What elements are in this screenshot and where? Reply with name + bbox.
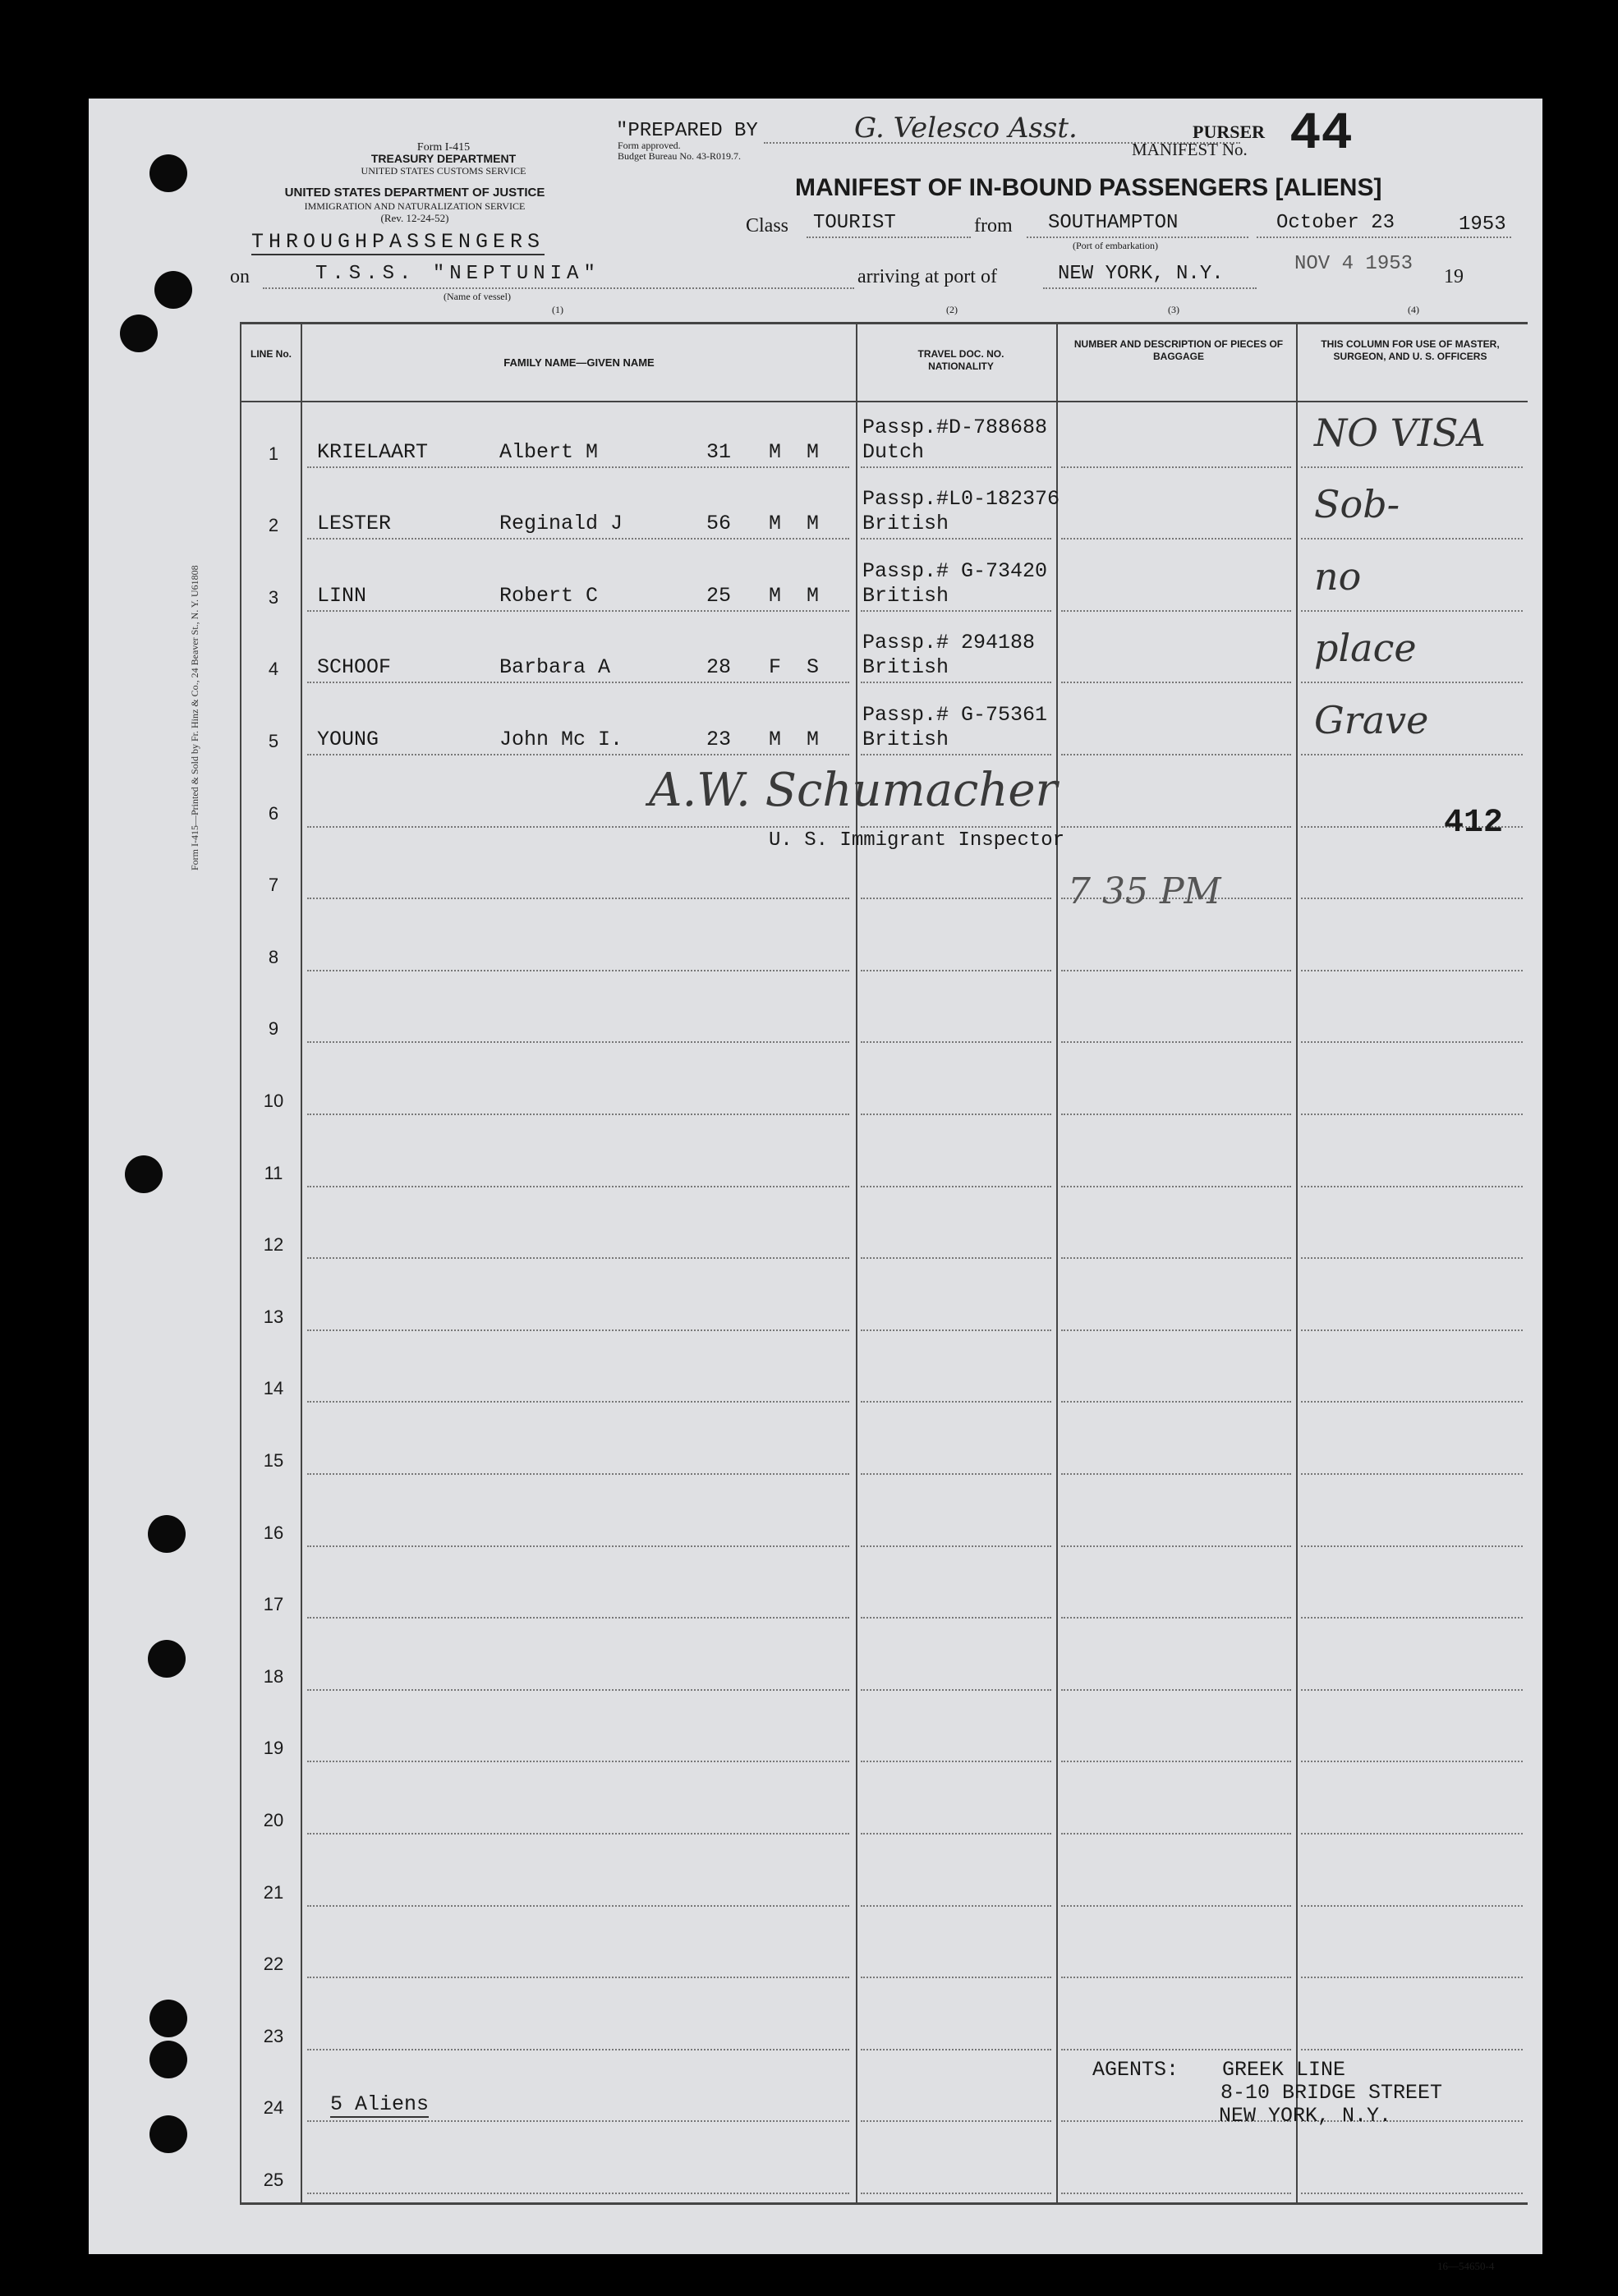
purser-label: PURSER xyxy=(1193,122,1266,142)
row-guide-line xyxy=(861,682,1051,683)
row-guide-line xyxy=(307,1401,849,1403)
given-name: John Mc I. xyxy=(499,728,623,751)
nationality: British xyxy=(862,728,949,751)
row-guide-line xyxy=(861,1977,1051,1978)
row-guide-line xyxy=(861,610,1051,612)
row-guide-line xyxy=(307,466,849,468)
marital-status: S xyxy=(807,655,820,680)
marital-status: M xyxy=(807,583,820,608)
row-guide-line xyxy=(1301,1041,1523,1043)
family-name: SCHOOF xyxy=(317,655,392,680)
row-guide-line xyxy=(861,1257,1051,1259)
punch-hole xyxy=(125,1155,163,1193)
line-number: 8 xyxy=(268,946,279,967)
row-guide-line xyxy=(1301,2049,1523,2050)
manifest-number: 44 xyxy=(1289,105,1353,164)
vessel-caption: (Name of vessel) xyxy=(444,291,511,302)
line-number: 16 xyxy=(263,1522,284,1543)
form-approved: Form approved. xyxy=(618,140,681,151)
row-guide-line xyxy=(861,1689,1051,1691)
row-guide-line xyxy=(307,1617,849,1619)
line-number: 11 xyxy=(264,1162,283,1183)
punch-hole xyxy=(149,2115,187,2153)
row-guide-line xyxy=(1301,466,1523,468)
row-guide-line xyxy=(1061,2193,1291,2194)
row-guide-line xyxy=(861,1114,1051,1115)
age: 23 xyxy=(706,728,732,751)
row-guide-line xyxy=(1301,754,1523,755)
line-number: 21 xyxy=(263,1881,284,1903)
class-value: TOURIST xyxy=(813,212,896,234)
vessel-name: T.S.S. "NEPTUNIA" xyxy=(315,263,600,285)
row-guide-line xyxy=(307,2193,849,2194)
agents-line3: NEW YORK, N.Y. xyxy=(1219,2104,1392,2128)
row-guide-line xyxy=(861,1761,1051,1762)
row-guide-line xyxy=(307,754,849,755)
justice-label: UNITED STATES DEPARTMENT OF JUSTICE xyxy=(284,186,545,200)
inspector-title: U. S. Immigrant Inspector xyxy=(769,829,1065,852)
table-left-border xyxy=(240,322,241,2204)
row-guide-line xyxy=(307,1329,849,1331)
row-guide-line xyxy=(1301,1186,1523,1187)
row-guide-line xyxy=(861,2049,1051,2050)
side-printer-text: Form I-415—Printed & Sold by Fr. Hinz & Co., 24 Beaver St., N. Y. U61808 xyxy=(189,565,200,870)
table-header-bottom xyxy=(240,401,1528,402)
agents-line1: GREEK LINE xyxy=(1222,2058,1346,2082)
on-label: on xyxy=(230,266,250,287)
row-guide-line xyxy=(1061,682,1291,683)
line-number: 22 xyxy=(263,1954,284,1975)
sex: M xyxy=(769,583,782,608)
manifest-no-label: MANIFEST No. xyxy=(1132,140,1248,159)
arriving-label: arriving at port of xyxy=(857,266,997,287)
row-guide-line xyxy=(861,1186,1051,1187)
officer-note: no xyxy=(1314,553,1362,599)
budget-bureau: Budget Bureau No. 43-R019.7. xyxy=(618,150,741,162)
marital-status: M xyxy=(807,512,820,536)
form-number: Form I-415 xyxy=(416,141,471,154)
inspector-signature: A.W. Schumacher xyxy=(649,764,1058,817)
line-number: 19 xyxy=(263,1738,284,1759)
row-guide-line xyxy=(861,2120,1051,2122)
row-guide-line xyxy=(307,1041,849,1043)
row-guide-line xyxy=(1301,1905,1523,1907)
line-number: 14 xyxy=(263,1378,284,1399)
line-number: 3 xyxy=(268,586,279,608)
row-guide-line xyxy=(1301,1114,1523,1115)
row-guide-line xyxy=(1301,1473,1523,1475)
row-guide-line xyxy=(861,1833,1051,1835)
from-value: SOUTHAMPTON xyxy=(1048,212,1179,234)
row-guide-line xyxy=(1061,1401,1291,1403)
marital-status: M xyxy=(807,439,820,464)
agents-label: AGENTS: xyxy=(1092,2058,1179,2082)
nationality: Dutch xyxy=(862,439,925,464)
row-guide-line xyxy=(307,1833,849,1835)
age: 56 xyxy=(706,512,732,536)
header-travel-doc: TRAVEL DOC. NO. NATIONALITY xyxy=(917,348,1004,372)
row-guide-line xyxy=(307,1257,849,1259)
col-marker-1: (1) xyxy=(552,304,563,315)
row-guide-line xyxy=(1301,682,1523,683)
row-guide-line xyxy=(307,1114,849,1115)
header-line-no: LINE No. xyxy=(251,348,292,360)
from-line xyxy=(1027,236,1248,238)
row-guide-line xyxy=(1301,610,1523,612)
row-guide-line xyxy=(861,1617,1051,1619)
row-guide-line xyxy=(1061,1977,1291,1978)
sex: F xyxy=(769,655,782,680)
class-label: Class xyxy=(746,215,789,236)
punch-hole xyxy=(120,315,158,352)
line-number: 23 xyxy=(263,2025,284,2046)
port-embark-caption: (Port of embarkation) xyxy=(1073,240,1158,251)
line-number: 20 xyxy=(263,1810,284,1830)
line-number: 17 xyxy=(263,1594,284,1615)
row-guide-line xyxy=(1061,1617,1291,1619)
customs-label: UNITED STATES CUSTOMS SERVICE xyxy=(361,165,526,177)
inspection-time: 7 35 PM xyxy=(1068,870,1221,912)
line-number: 18 xyxy=(263,1665,284,1687)
row-guide-line xyxy=(861,1329,1051,1331)
col-divider-doc xyxy=(1056,322,1058,2204)
row-guide-line xyxy=(861,1545,1051,1547)
ins-label: IMMIGRATION AND NATURALIZATION SERVICE xyxy=(304,200,526,212)
line-number: 12 xyxy=(263,1234,284,1256)
row-guide-line xyxy=(1301,1401,1523,1403)
col-divider-baggage xyxy=(1296,322,1298,2204)
date-line xyxy=(1257,236,1511,238)
age: 28 xyxy=(706,655,732,680)
nationality: British xyxy=(862,583,949,608)
row-guide-line xyxy=(1301,898,1523,899)
row-guide-line xyxy=(1301,1977,1523,1978)
row-guide-line xyxy=(307,826,849,828)
row-guide-line xyxy=(1061,1257,1291,1259)
vessel-line xyxy=(263,287,854,289)
class-line xyxy=(807,236,971,238)
officer-note: Sob- xyxy=(1314,482,1400,527)
age: 31 xyxy=(706,439,732,464)
col-marker-3: (3) xyxy=(1168,304,1179,315)
row-guide-line xyxy=(1061,826,1291,828)
family-name: LINN xyxy=(317,583,367,608)
punch-hole xyxy=(148,1515,186,1553)
arriving-line xyxy=(1043,287,1257,289)
arrival-year-suffix: 19 xyxy=(1444,266,1464,287)
header-family-name: FAMILY NAME—GIVEN NAME xyxy=(503,356,655,369)
row-guide-line xyxy=(1301,1329,1523,1331)
travel-doc-number: Passp.# G-75361 xyxy=(862,703,1048,727)
punch-hole xyxy=(154,271,192,309)
col-divider-name xyxy=(856,322,857,2204)
row-guide-line xyxy=(861,754,1051,755)
punch-hole xyxy=(149,154,187,192)
prepared-by-label: "PREPARED BY xyxy=(616,120,758,142)
row-guide-line xyxy=(861,898,1051,899)
row-guide-line xyxy=(307,1545,849,1547)
row-guide-line xyxy=(1061,1041,1291,1043)
row-guide-line xyxy=(1061,1545,1291,1547)
family-name: YOUNG xyxy=(317,728,379,751)
prepared-by-signature: G. Velesco Asst. xyxy=(854,112,1078,145)
row-guide-line xyxy=(861,1473,1051,1475)
date-value: October 23 xyxy=(1276,212,1395,234)
line-number: 5 xyxy=(268,731,279,751)
row-guide-line xyxy=(1061,970,1291,971)
officer-note: NO VISA xyxy=(1314,410,1486,455)
rev-label: (Rev. 12-24-52) xyxy=(380,212,449,224)
line-number: 15 xyxy=(263,1450,284,1471)
line-number: 10 xyxy=(263,1091,284,1111)
family-name: KRIELAART xyxy=(317,439,429,464)
row-guide-line xyxy=(861,2193,1051,2194)
nationality: British xyxy=(862,655,949,680)
line-number: 25 xyxy=(263,2170,284,2190)
manifest-title: MANIFEST OF IN-BOUND PASSENGERS [ALIENS] xyxy=(795,174,1382,201)
row-guide-line xyxy=(1061,1186,1291,1187)
row-guide-line xyxy=(307,898,849,899)
row-guide-line xyxy=(861,970,1051,971)
row-guide-line xyxy=(307,1761,849,1762)
inspector-stamp-number: 412 xyxy=(1444,805,1504,842)
row-guide-line xyxy=(1061,2049,1291,2050)
given-name: Barbara A xyxy=(499,655,611,680)
age: 25 xyxy=(706,583,732,608)
row-guide-line xyxy=(1301,1689,1523,1691)
row-guide-line xyxy=(307,1905,849,1907)
row-guide-line xyxy=(307,1186,849,1187)
row-guide-line xyxy=(307,1977,849,1978)
row-guide-line xyxy=(1061,1114,1291,1115)
row-guide-line xyxy=(1301,1617,1523,1619)
footer-code: 16—54650-4 xyxy=(1437,2260,1495,2272)
marital-status: M xyxy=(807,728,820,751)
row-guide-line xyxy=(307,1689,849,1691)
row-guide-line xyxy=(1061,610,1291,612)
row-guide-line xyxy=(861,826,1051,828)
row-guide-line xyxy=(1301,1761,1523,1762)
header-baggage: NUMBER AND DESCRIPTION OF PIECES OF BAGGAGE xyxy=(1073,338,1284,362)
line-number: 7 xyxy=(268,875,279,896)
line-number: 9 xyxy=(268,1018,279,1040)
row-guide-line xyxy=(861,1905,1051,1907)
sex: M xyxy=(769,728,782,751)
col-marker-4: (4) xyxy=(1408,304,1419,315)
arriving-port: NEW YORK, N.Y. xyxy=(1058,263,1224,285)
row-guide-line xyxy=(307,2120,849,2122)
row-guide-line xyxy=(1301,1257,1523,1259)
arrival-stamp: NOV 4 1953 xyxy=(1294,253,1413,275)
row-guide-line xyxy=(1301,538,1523,540)
travel-doc-number: Passp.# 294188 xyxy=(862,631,1036,655)
row-guide-line xyxy=(861,538,1051,540)
table-bottom-border xyxy=(240,2202,1528,2205)
col-divider-line xyxy=(301,322,302,2204)
line-number: 2 xyxy=(268,515,279,536)
row-guide-line xyxy=(307,682,849,683)
family-name: LESTER xyxy=(317,512,392,536)
row-guide-line xyxy=(861,466,1051,468)
punch-hole xyxy=(149,2041,187,2078)
line-number: 13 xyxy=(263,1306,284,1327)
sex: M xyxy=(769,439,782,464)
punch-hole xyxy=(148,1640,186,1678)
aliens-total: 5 Aliens xyxy=(330,2092,430,2116)
row-guide-line xyxy=(1301,1833,1523,1835)
punch-hole xyxy=(149,2000,187,2037)
line-number: 4 xyxy=(268,659,279,680)
row-guide-line xyxy=(307,2049,849,2050)
row-guide-line xyxy=(307,970,849,971)
row-guide-line xyxy=(1301,970,1523,971)
travel-doc-number: Passp.#D-788688 xyxy=(862,415,1048,439)
row-guide-line xyxy=(1061,1329,1291,1331)
given-name: Robert C xyxy=(499,583,599,608)
row-guide-line xyxy=(1061,1473,1291,1475)
line-number: 6 xyxy=(268,802,279,824)
row-guide-line xyxy=(861,1401,1051,1403)
line-number: 1 xyxy=(268,443,279,464)
row-guide-line xyxy=(1061,754,1291,755)
nationality: British xyxy=(862,512,949,536)
col-marker-2: (2) xyxy=(946,304,958,315)
from-label: from xyxy=(974,215,1013,236)
row-guide-line xyxy=(1061,538,1291,540)
treasury-label: TREASURY DEPARTMENT xyxy=(370,152,517,165)
year-value: 1953 xyxy=(1459,214,1506,236)
table-top-border xyxy=(240,322,1528,324)
row-guide-line xyxy=(307,610,849,612)
row-guide-line xyxy=(307,538,849,540)
travel-doc-number: Passp.#L0-182376 xyxy=(862,487,1060,512)
row-guide-line xyxy=(1061,1761,1291,1762)
officer-note: place xyxy=(1314,626,1417,671)
row-guide-line xyxy=(861,1041,1051,1043)
row-guide-line xyxy=(1061,1905,1291,1907)
row-guide-line xyxy=(307,1473,849,1475)
row-guide-line xyxy=(1061,1689,1291,1691)
given-name: Albert M xyxy=(499,439,599,464)
given-name: Reginald J xyxy=(499,512,623,536)
row-guide-line xyxy=(1301,1545,1523,1547)
officer-note: Grave xyxy=(1314,698,1429,742)
row-guide-line xyxy=(1061,1833,1291,1835)
row-guide-line xyxy=(1301,2193,1523,2194)
agents-line2: 8-10 BRIDGE STREET xyxy=(1220,2081,1443,2105)
row-guide-line xyxy=(1061,466,1291,468)
travel-doc-number: Passp.# G-73420 xyxy=(862,558,1048,583)
through-passengers: THROUGHPASSENGERS xyxy=(251,230,545,254)
header-officers: THIS COLUMN FOR USE OF MASTER, SURGEON, AND U. S. OFFICERS xyxy=(1321,338,1500,362)
sex: M xyxy=(769,512,782,536)
line-number: 24 xyxy=(263,2097,284,2119)
